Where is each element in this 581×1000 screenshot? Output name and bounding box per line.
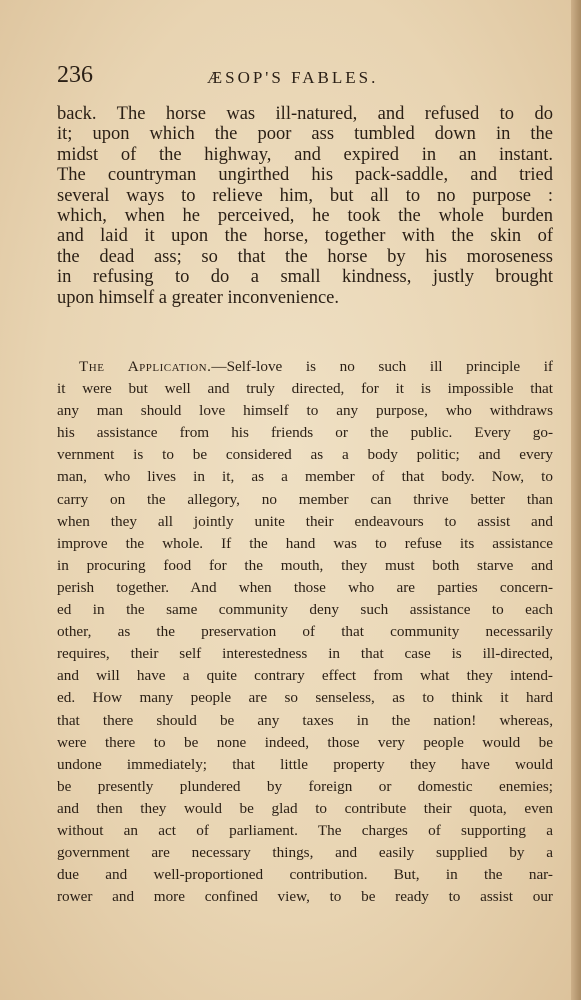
application-line: any man should love himself to any purpose, who withdraws [57, 402, 553, 420]
application-line: without an act of parliament. The charges of supporting a [57, 821, 553, 839]
application-line: requires, their self interestedness in that case is ill-directed, [57, 645, 553, 663]
application-line: it were but well and truly directed, for it is impossible that [57, 380, 553, 398]
application-line: when they all jointly unite their endeavours to assist and [57, 512, 553, 530]
application-first-line [57, 356, 553, 378]
application-line: undone immediately; that little property they have would [57, 755, 553, 773]
application-line: were there to be none indeed, those very people would be [57, 733, 553, 751]
fable-line: upon himself a greater inconvenience. [57, 287, 340, 308]
application-line: and will have a quite contrary effect from what they intend- [57, 667, 553, 685]
fable-line: several ways to relieve him, but all to no purpose : [57, 185, 553, 206]
fable-line: it; upon which the poor ass tumbled down in the [57, 124, 553, 145]
application-text [57, 356, 553, 908]
fable-line: back. The horse was ill-natured, and refused to do [57, 104, 553, 124]
page-header [57, 62, 553, 96]
application-line: carry on the allegory, no member can thrive better than [57, 490, 553, 508]
application-line: and then they would be glad to contribute their quota, even [57, 799, 553, 817]
application-line: that there should be any taxes in the nation! whereas, [57, 711, 553, 729]
application-line: his assistance from his friends or the public. Every go- [57, 424, 553, 442]
application-line: vernment is to be considered as a body politic; and every [57, 446, 553, 464]
application-first-line-rest: —Self-love is no such ill principle if [211, 358, 553, 375]
application-line: ed in the same community deny such assistance to each [57, 601, 553, 619]
application-line: due and well-proportioned contribution. But, in the nar- [57, 866, 553, 884]
fable-line: and laid it upon the horse, together with the skin of [57, 226, 553, 247]
fable-line: in refusing to do a small kindness, justly brought [57, 267, 553, 288]
application-line: man, who lives in it, as a member of that body. Now, to [57, 468, 553, 486]
page-number: 236 [57, 62, 93, 88]
application-heading: The Application. [79, 358, 212, 375]
application-line: improve the whole. If the hand was to refuse its assistance [57, 534, 553, 552]
page-edge [571, 0, 581, 1000]
application-line: be presently plundered by foreign or domestic enemies; [57, 777, 553, 795]
running-title: ÆSOP'S FABLES. [207, 68, 379, 87]
application-line: ed. How many people are so senseless, as to think it hard [57, 689, 553, 707]
fable-line: midst of the highway, and expired in an instant. [57, 144, 553, 165]
fable-text [57, 104, 553, 308]
fable-line: The countryman ungirthed his pack-saddle, and tried [57, 165, 553, 186]
application-line: in procuring food for the mouth, they must both starve and [57, 556, 553, 574]
fable-line: the dead ass; so that the horse by his moroseness [57, 246, 553, 267]
fable-line: which, when he perceived, he took the whole burden [57, 206, 553, 227]
application-line: other, as the preservation of that community necessarily [57, 623, 553, 641]
application-line: perish together. And when those who are parties concern- [57, 578, 553, 596]
application-line: rower and more confined view, to be ready to assist our [57, 888, 553, 906]
application-line: government are necessary things, and easily supplied by a [57, 844, 553, 862]
